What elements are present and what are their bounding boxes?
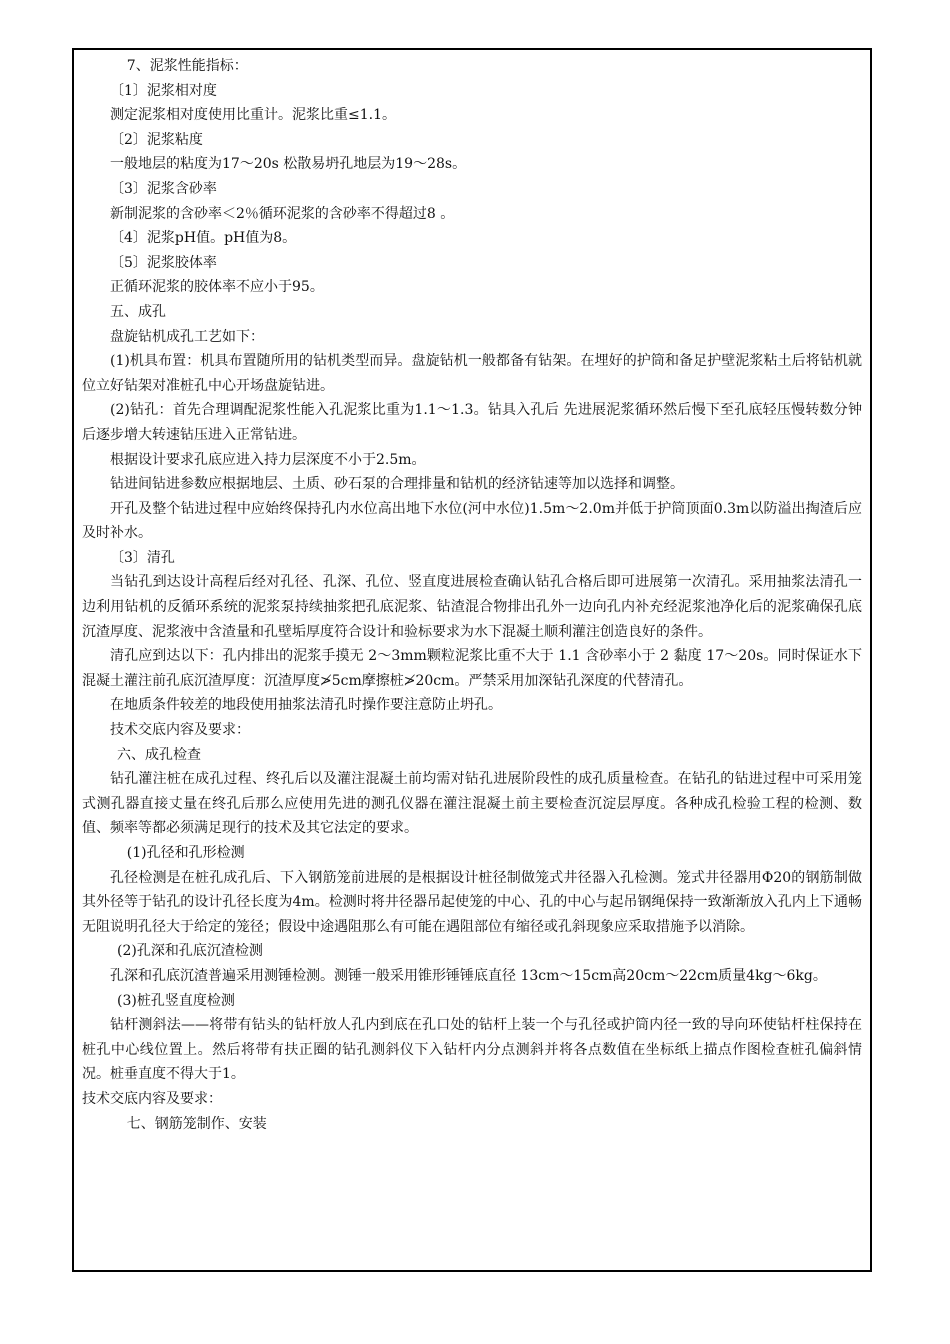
paragraph: 〔3〕泥浆含砂率 (110, 180, 217, 197)
paragraph: 根据设计要求孔底应进入持力层深度不小于2.5m。 (110, 451, 426, 468)
paragraph: 开孔及整个钻进过程中应始终保持孔内水位高出地下水位(河中水位)1.5m～2.0m并低于护筒顶面0.3m以防溢出掏渣后应及时补水。 (82, 500, 862, 542)
paragraph: 新制泥浆的含砂率＜2％循环泥浆的含砂率不得超过8 。 (110, 205, 455, 222)
paragraph: 清孔应到达以下：孔内排出的泥浆手摸无 2～3mm颗粒泥浆比重不大于 1.1 含砂率小于 2 黏度 17～20s。同时保证水下混凝土灌注前孔底沉渣厚度：沉渣厚度≯5cm摩擦桩≯20cm。严禁采用加深钻孔深度的代替清孔。 (82, 648, 862, 689)
paragraph: 7、泥浆性能指标： (126, 58, 248, 74)
paragraph: 测定泥浆相对度使用比重计。泥浆比重≤1.1。 (110, 107, 396, 124)
section-heading: 五、成孔 (110, 303, 166, 320)
document-body (82, 54, 862, 1136)
paragraph: 孔深和孔底沉渣普遍采用测锤检测。测锤一般采用锥形锤锤底直径 13cm～15cm高20cm～22cm质量4kg～6kg。 (110, 967, 827, 984)
paragraph: 正循环泥浆的胶体率不应小于95。 (110, 279, 324, 296)
document-frame (72, 48, 872, 1272)
paragraph: 技术交底内容及要求： (110, 722, 250, 739)
sub-heading: (2)孔深和孔底沉渣检测 (117, 943, 263, 960)
sub-heading: (1)孔径和孔形检测 (126, 845, 245, 861)
paragraph: 钻孔灌注桩在成孔过程、终孔后以及灌注混凝土前均需对钻孔进展阶段性的成孔质量检查。在钻孔的钻进过程中可采用笼式测孔器直接丈量在终孔后那么应使用先进的测孔仪器在灌注混凝土前主要检查沉淀层厚度。各种成孔检验工程的检测、数值、频率等都必须满足现行的技术及其它法定的要求。 (82, 771, 862, 837)
paragraph: 〔1〕泥浆相对度 (110, 82, 217, 99)
paragraph: 盘旋钻机成孔工艺如下： (110, 328, 264, 345)
paragraph: 〔2〕泥浆粘度 (110, 131, 203, 148)
paragraph: (1)机具布置：机具布置随所用的钻机类型而异。盘旋钻机一般都备有钻架。在埋好的护筒和备足护壁泥浆粘土后将钻机就位立好钻架对准桩孔中心开场盘旋钻进。 (82, 353, 862, 394)
paragraph: 〔5〕泥浆胶体率 (110, 254, 217, 271)
paragraph: 〔3〕清孔 (110, 549, 175, 566)
paragraph: 〔4〕泥浆pH值。pH值为8。 (110, 230, 297, 247)
paragraph: (2)钻孔：首先合理调配泥浆性能入孔泥浆比重为1.1～1.3。钻具入孔后 先进展泥浆循环然后慢下至孔底轻压慢转数分钟后逐步增大转速钻压进入正常钻进。 (82, 402, 862, 443)
paragraph: 钻杆测斜法——将带有钻头的钻杆放人孔内到底在孔口处的钻杆上装一个与孔径或护筒内径一致的导向环使钻杆柱保持在桩孔中心线位置上。然后将带有扶正圈的钻孔测斜仪下入钻杆内分点测斜并将各点数值在坐标纸上描点作图检查桩孔偏斜情况。桩垂直度不得大于1。 (82, 1017, 862, 1083)
paragraph: 在地质条件较差的地段使用抽浆法清孔时操作要注意防止坍孔。 (110, 697, 502, 714)
paragraph: 一般地层的粘度为17～20s 松散易坍孔地层为19～28s。 (110, 156, 467, 173)
paragraph: 孔径检测是在桩孔成孔后、下入钢筋笼前进展的是根据设计桩径制做笼式井径器入孔检测。笼式井径器用Φ20的钢筋制做其外径等于钻孔的设计孔径长度为4m。检测时将井径器吊起使笼的中心、孔的中心与起吊钢绳保持一致渐渐放入孔内上下通畅无阻说明孔径大于给定的笼径；假设中途遇阻那么有可能在遇阻部位有缩径或孔斜现象应采取措施予以消除。 (82, 869, 862, 935)
paragraph: 当钻孔到达设计高程后经对孔径、孔深、孔位、竖直度进展检查确认钻孔合格后即可进展第一次清孔。采用抽浆法清孔一边利用钻机的反循环系统的泥浆泵持续抽浆把孔底泥浆、钻渣混合物排出孔外一边向孔内补充经泥浆池净化后的泥浆确保孔底沉渣厚度、泥浆液中含渣量和孔壁垢厚度符合设计和验标要求为水下混凝土顺利灌注创造良好的条件。 (82, 574, 862, 640)
paragraph: 技术交底内容及要求： (82, 1090, 222, 1107)
section-heading: 七、钢筋笼制作、安装 (126, 1115, 267, 1132)
paragraph: 钻进间钻进参数应根据地层、土质、砂石泵的合理排量和钻机的经济钻速等加以选择和调整。 (110, 476, 684, 493)
sub-heading: (3)桩孔竖直度检测 (117, 992, 235, 1009)
section-heading: 六、成孔检查 (117, 746, 201, 763)
